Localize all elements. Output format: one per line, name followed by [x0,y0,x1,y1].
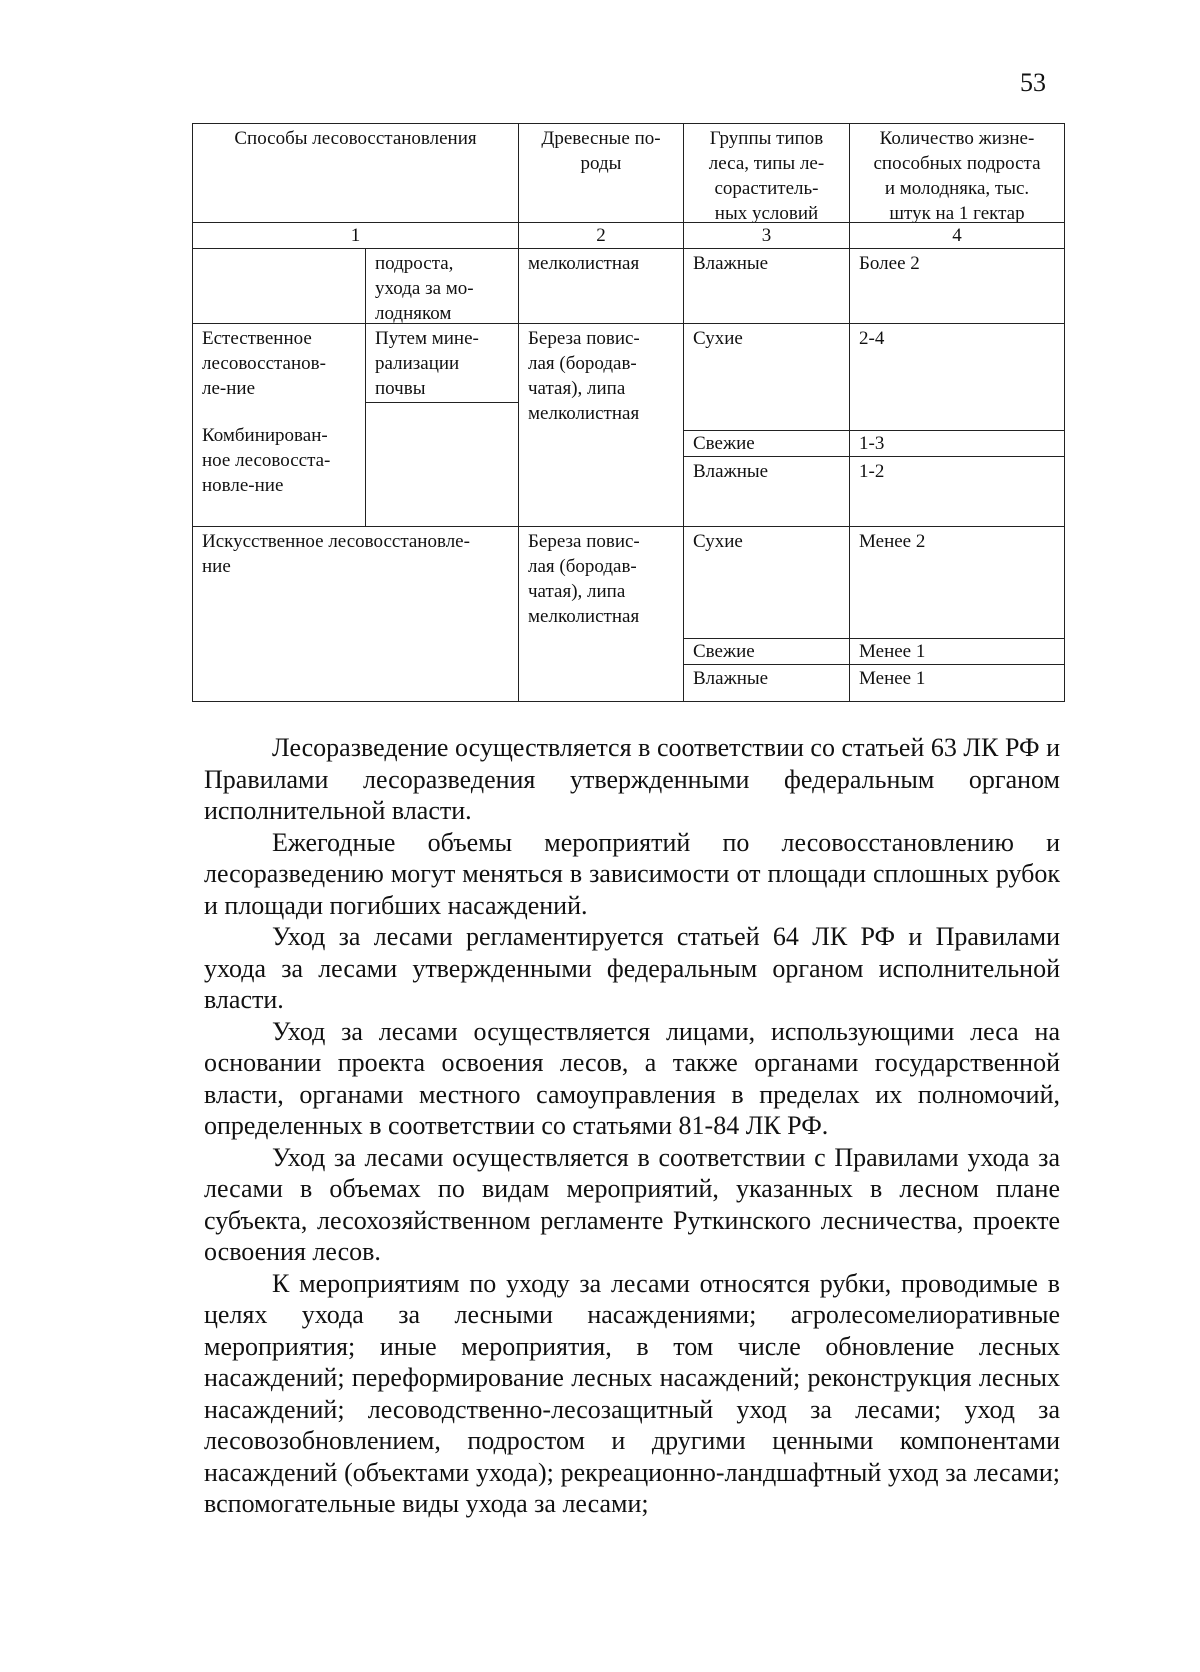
table-cell-group: Свежие [683,638,850,665]
table-cell [192,248,366,324]
paragraph: Лесоразведение осуществляется в соответствии со статьей 63 ЛК РФ и Правилами лесоразведения утвержденными федеральным органом исполнительной власти. [204,733,1060,825]
table-cell [365,402,519,527]
header-text: Способы лесовосстановления [234,128,477,149]
header-cell-species [518,123,684,223]
table-cell-count: Менее 1 [849,638,1065,665]
reforestation-table [0,0,1200,720]
table-cell-group: Свежие [683,430,850,457]
header-text: ных условий [714,203,819,223]
column-number: 2 [518,222,684,249]
table-cell-species: Береза повис- лая (бородав- чатая), липа мелколистная [518,526,684,702]
paragraph: К мероприятиям по уходу за лесами относятся рубки, проводимые в целях ухода за лесными насаждениями; агролесомелиоративные мероприятия; иные мероприятия, в том числе обновление лесных насаждений; переформирование лесных насаждений; реконструкция лесных насаждений; лесоводственно-лесозащитный уход за лесами; уход за лесовозобновлением, подростом и другими ценными компонентами насаждений (объектами ухода); рекреационно-ландшафтный уход за лесами; вспомогательные виды ухода за лесами; [204,1268,1060,1518]
paragraph: Уход за лесами осуществляется лицами, использующими леса на основании проекта освоения лесов, а также органами государственной власти, органами местного самоуправления в пределах их полномочий, определенных в соответствии со статьями 81-84 ЛК РФ. [204,1016,1060,1140]
table-cell-count: 2-4 [849,323,1065,431]
paragraph: Уход за лесами осуществляется в соответствии с Правилами ухода за лесами в объемах по видам мероприятий, указанных в лесном плане субъекта, лесохозяйственном регламенте Руткинского лесничества, проекте освоения лесов. [204,1142,1060,1266]
table-cell-species: Береза повис- лая (бородав- чатая), липа мелколистная [518,323,684,527]
column-number: 3 [683,222,850,249]
table-cell-group: Сухие [683,323,850,431]
table-cell-count: Менее 2 [849,526,1065,639]
paragraph: Уход за лесами регламентируется статьей 64 ЛК РФ и Правилами ухода за лесами утвержденными федеральным органом исполнительной власти. [204,922,1060,1014]
table-cell-group: Влажные [683,456,850,527]
header-text: роды [580,153,622,174]
header-text: леса, типы ле- [708,153,825,174]
header-text: штук на 1 гектар [889,203,1025,223]
table-cell-count: Менее 1 [849,664,1065,702]
header-text: Группы типов [709,128,824,149]
header-text: способных подроста [873,153,1041,174]
table-cell-sub-method: подроста, ухода за мо- лодняком [365,248,519,324]
table-cell-group: Влажные [683,664,850,702]
column-number: 1 [192,222,519,249]
column-number: 4 [849,222,1065,249]
header-text: Количество жизне- [879,128,1035,149]
table-cell-group: Влажные [683,248,850,324]
table-cell-count: Более 2 [849,248,1065,324]
header-cell-groups [683,123,850,223]
table-cell-count: 1-2 [849,456,1065,527]
page-number: 53 [1020,68,1046,97]
table-cell-species: мелколистная [518,248,684,324]
header-text: Древесные по- [541,128,661,149]
header-cell-methods [192,123,519,223]
paragraph: Ежегодные объемы мероприятий по лесовосстановлению и лесоразведению могут меняться в зависимости от площади сплошных рубок и площади погибших насаждений. [204,827,1060,920]
table-cell-count: 1-3 [849,430,1065,457]
table-cell-method: Искусственное лесовосстановле- ние [192,526,519,702]
header-text: сораститель- [714,178,819,199]
table-cell-method: Естественное лесовосстанов- ле-ние Комбинирован- ное лесовосста- новле-ние [192,323,366,527]
table-cell-group: Сухие [683,526,850,639]
table-cell-sub-method: Путем мине- рализации почвы [365,323,519,403]
body-text [204,732,1060,1520]
header-text: и молодняка, тыс. [884,178,1030,199]
header-cell-count [849,123,1065,223]
